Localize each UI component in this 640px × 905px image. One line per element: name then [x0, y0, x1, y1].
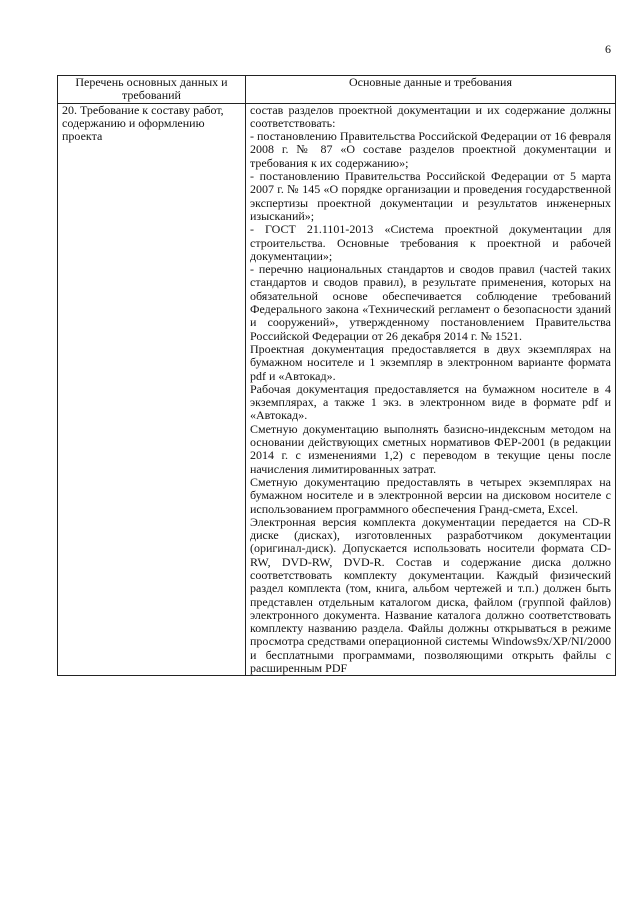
- requirements-table: [57, 75, 616, 676]
- table-header-row: [58, 76, 616, 104]
- page-number: 6: [605, 42, 611, 56]
- table-row: [58, 103, 616, 676]
- paragraph: Электронная версия комплекта документации передается на CD-R диске (дисках), изготовленных разработчиком документации (оригинал-диск). Допускается использовать носители формата CD-RW, DVD-RW, DVD-R. Состав и содержание диска должно соответствовать комплекту документации. Каждый физический раздел комплекта (том, книга, альбом чертежей и т.п.) должен быть представлен отдельным каталогом диска, файлом (группой файлов) электронного документа. Название каталога должно соответствовать комплекту названию раздела. Файлы должны открываться в режиме просмотра средствами операционной системы Windows9x/XP/NI/2000 и бесплатными программами, позволяющими открыть файлы с расширенным PDF: [250, 514, 611, 676]
- paragraph: Проектная документация предоставляется в двух экземплярах на бумажном носителе и 1 экземпляр в электронном варианте формата pdf и «Автокад».: [250, 341, 611, 383]
- paragraph: - перечню национальных стандартов и сводов правил (частей таких стандартов и сводов правил), в результате применения, которых на обязательной основе обеспечивается соблюдение требований Федерального закона «Технический регламент о безопасности зданий и сооружений», утвержденному постановлением Правительства Российской Федерации от 26 декабря 2014 г. № 1521.: [250, 262, 611, 343]
- paragraph: состав разделов проектной документации и их содержание должны соответствовать:: [250, 102, 611, 130]
- header-left: Перечень основных данных и требований: [58, 76, 246, 104]
- paragraph: - ГОСТ 21.1101-2013 «Система проектной документации для строительства. Основные требования к проектной и рабочей документации»;: [250, 222, 611, 263]
- row-label: 20. Требование к составу работ, содержанию и оформлению проекта: [58, 103, 246, 676]
- row-content: [246, 103, 616, 676]
- paragraph: - постановлению Правительства Российской Федерации от 16 февраля 2008 г. № 87 «О составе разделов проектной документации и требования к их содержанию»;: [250, 129, 611, 170]
- paragraph: Сметную документацию предоставлять в четырех экземплярах на бумажном носителе и в электронной версии на дисковом носителе с использованием программного обеспечения Гранд-смета, Excel.: [250, 474, 611, 516]
- header-right: Основные данные и требования: [246, 76, 616, 104]
- paragraph: Сметную документацию выполнять базисно-индексным методом на основании действующих сметных нормативов ФЕР-2001 (в редакции 2014 г. с изменениями 1,2) с переводом в текущие цены после начисления лимитированных затрат.: [250, 421, 611, 476]
- paragraph: Рабочая документация предоставляется на бумажном носителе в 4 экземплярах, а также 1 экз. в электронном виде в формате pdf и «Автокад».: [250, 381, 611, 423]
- paragraph: - постановлению Правительства Российской Федерации от 5 марта 2007 г. № 145 «О порядке организации и проведения государственной экспертизы проектной документации и результатов инженерных изысканий»;: [250, 169, 611, 223]
